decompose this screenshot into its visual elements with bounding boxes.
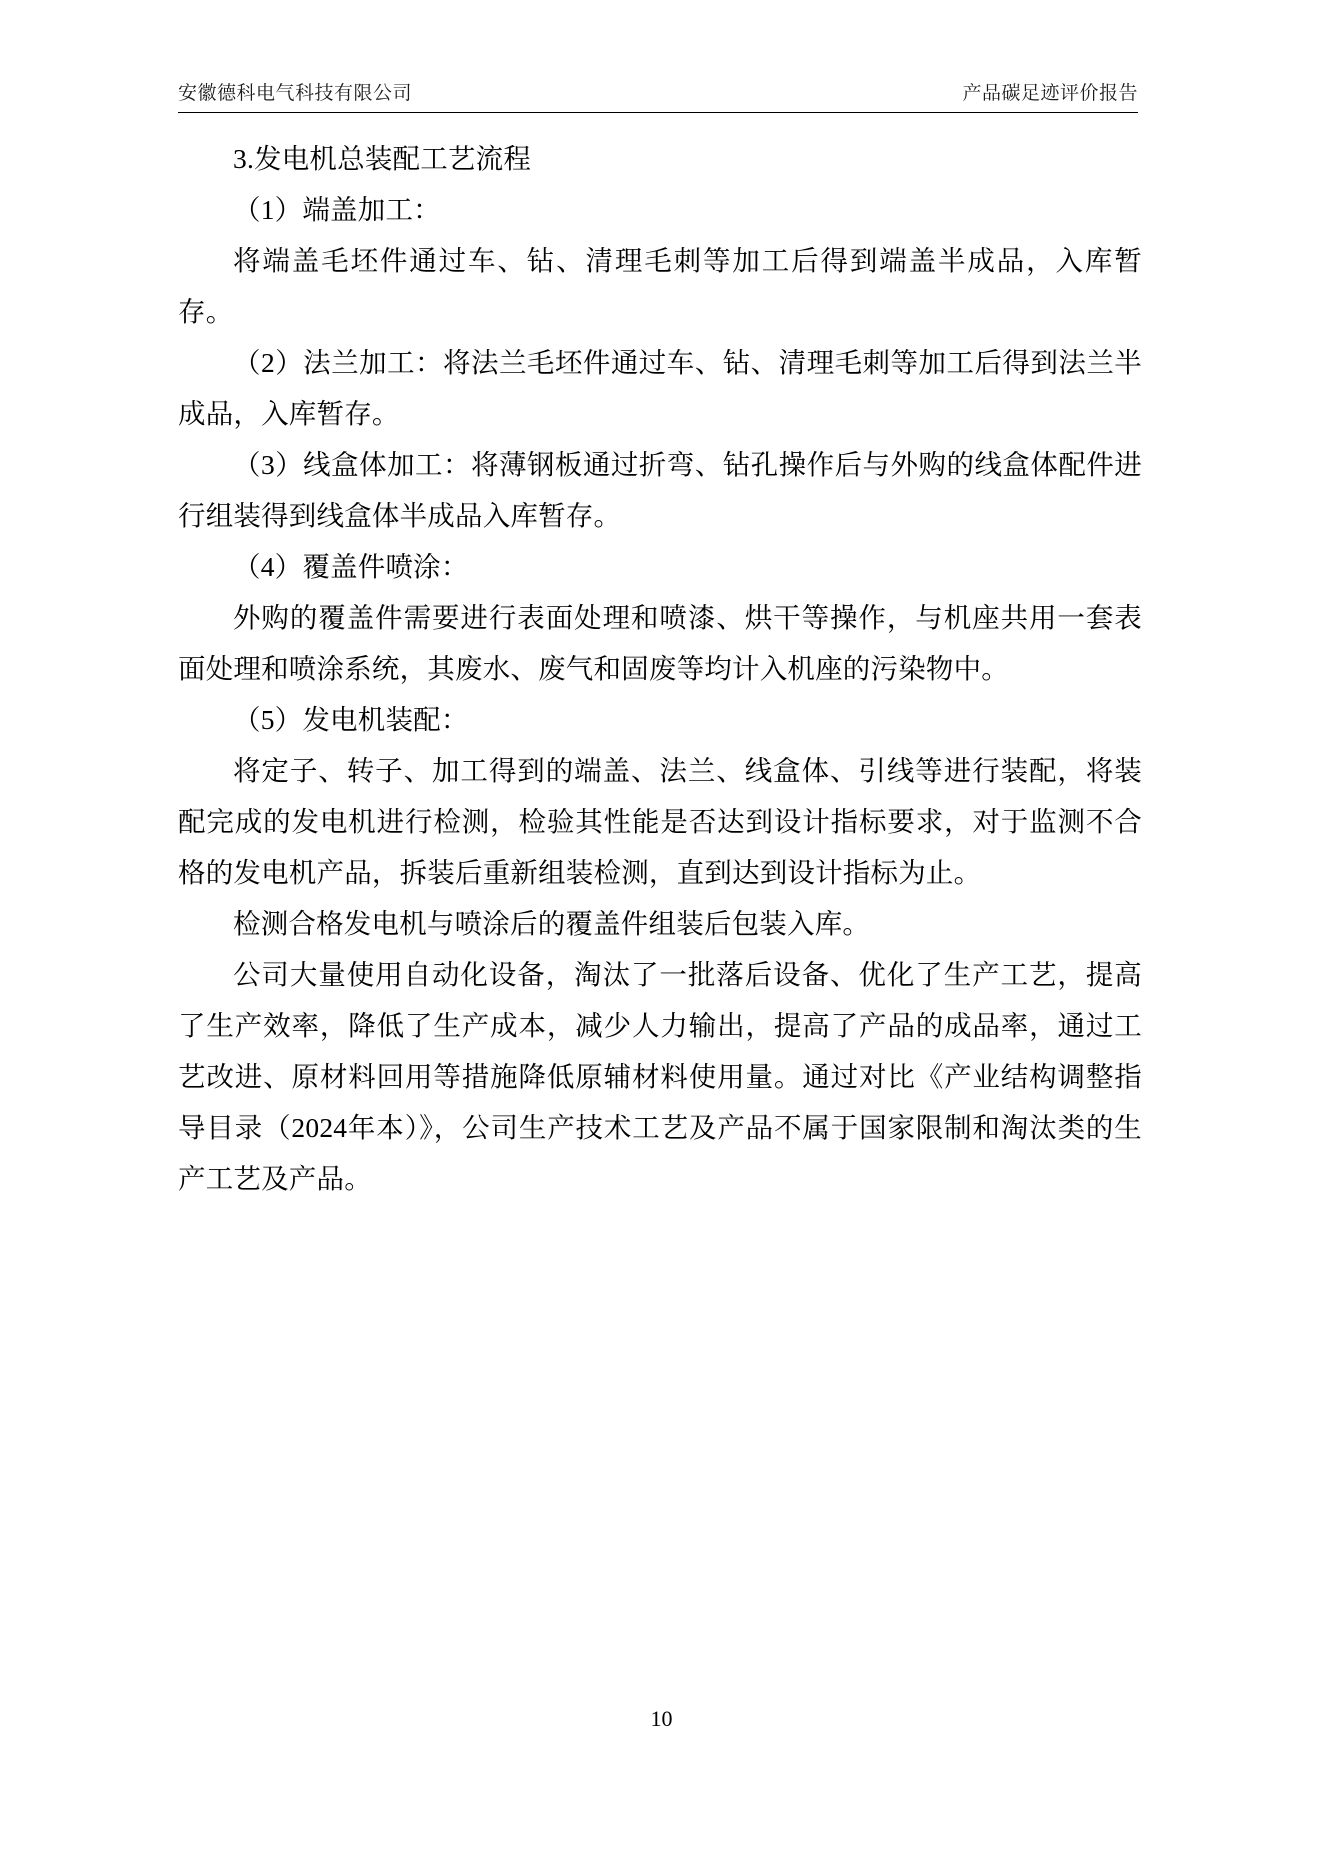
page-number: 10 xyxy=(650,1706,673,1731)
paragraph-3: （2）法兰加工：将法兰毛坯件通过车、钻、清理毛刺等加工后得到法兰半成品，入库暂存。 xyxy=(178,347,1142,429)
paragraph-8: 将定子、转子、加工得到的端盖、法兰、线盒体、引线等进行装配，将装配完成的发电机进行检测，检验其性能是否达到设计指标要求，对于监测不合格的发电机产品，拆装后重新组装检测，直到达到设计指标为止。 xyxy=(178,755,1142,888)
header-report-title: 产品碳足迹评价报告 xyxy=(962,83,1138,104)
paragraph-6: 外购的覆盖件需要进行表面处理和喷漆、烘干等操作，与机座共用一套表面处理和喷涂系统，其废水、废气和固废等均计入机座的污染物中。 xyxy=(178,602,1142,684)
paragraph-7: （5）发电机装配： xyxy=(233,704,469,735)
page-content xyxy=(178,133,1142,1204)
page-header xyxy=(178,78,1138,105)
section-heading: 3.发电机总装配工艺流程 xyxy=(233,143,532,174)
paragraph-5: （4）覆盖件喷涂： xyxy=(233,551,469,582)
header-divider xyxy=(178,112,1138,113)
paragraph-1: （1）端盖加工： xyxy=(233,194,441,225)
paragraph-4: （3）线盒体加工：将薄钢板通过折弯、钻孔操作后与外购的线盒体配件进行组装得到线盒体半成品入库暂存。 xyxy=(178,449,1142,531)
header-company-name: 安徽德科电气科技有限公司 xyxy=(178,83,413,104)
paragraph-2: 将端盖毛坯件通过车、钻、清理毛刺等加工后得到端盖半成品，入库暂存。 xyxy=(178,245,1142,327)
paragraph-9: 检测合格发电机与喷涂后的覆盖件组装后包装入库。 xyxy=(233,908,871,939)
paragraph-10: 公司大量使用自动化设备，淘汰了一批落后设备、优化了生产工艺，提高了生产效率，降低了生产成本，减少人力输出，提高了产品的成品率，通过工艺改进、原材料回用等措施降低原辅材料使用量。通过对比《产业结构调整指导目录（2024年本）》，公司生产技术工艺及产品不属于国家限制和淘汰类的生产工艺及产品。 xyxy=(178,959,1142,1194)
